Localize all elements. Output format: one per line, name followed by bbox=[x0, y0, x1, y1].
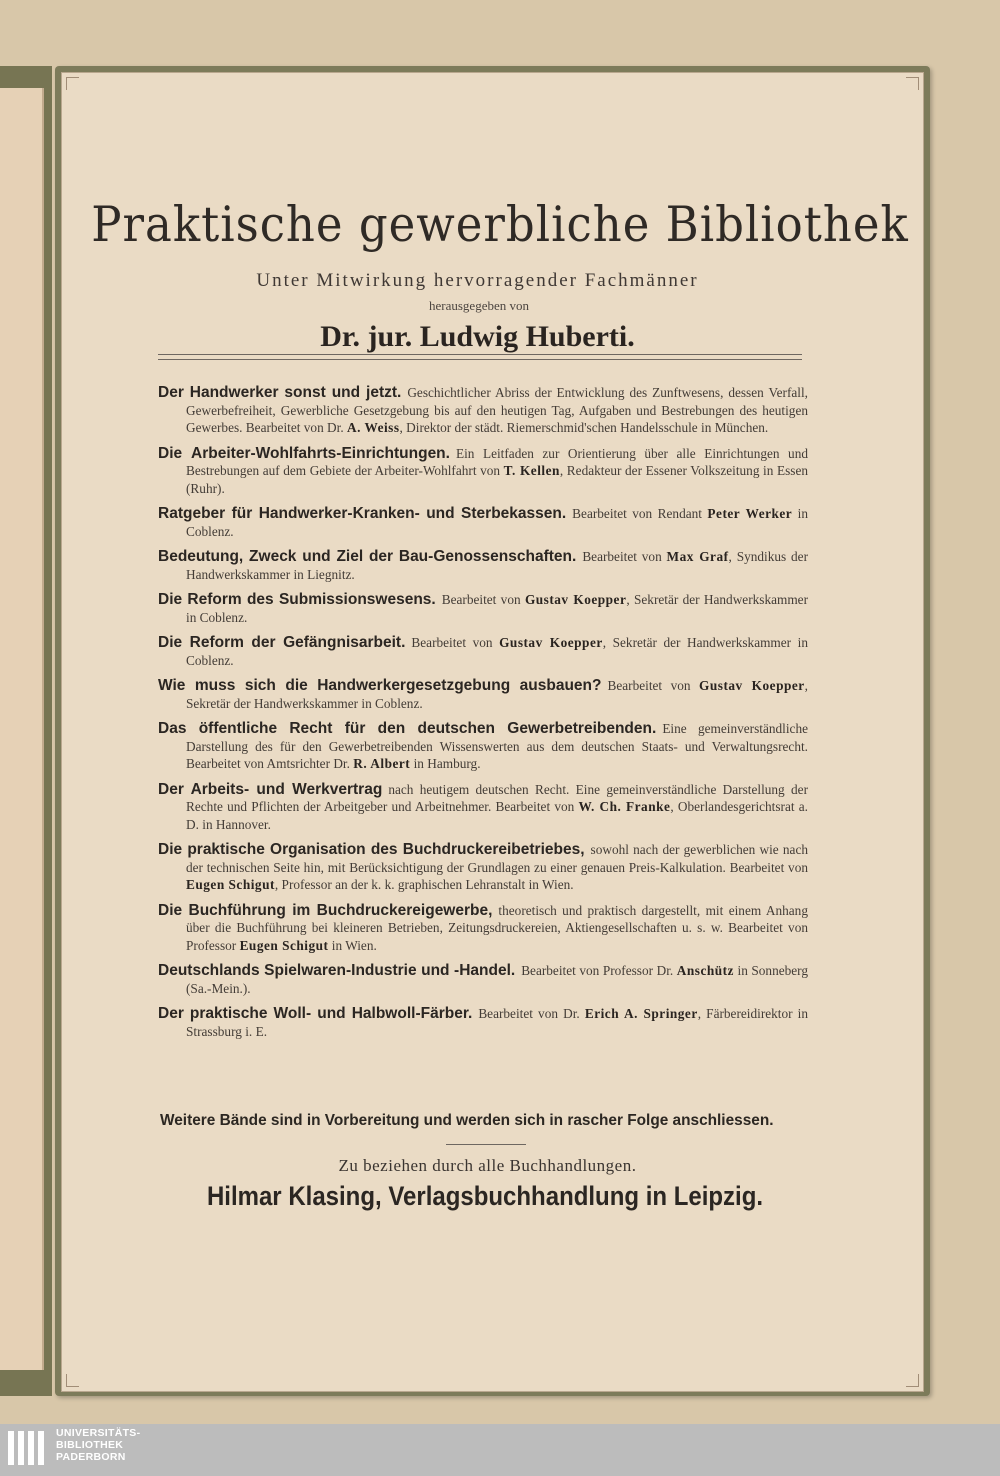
book-author: Gustav Koepper bbox=[699, 678, 805, 693]
author-affiliation: in Wien. bbox=[331, 937, 377, 953]
short-divider bbox=[446, 1144, 526, 1145]
book-author: W. Ch. Franke bbox=[578, 799, 671, 814]
list-item bbox=[158, 841, 808, 894]
author-affiliation: in Sonneberg (Sa.-Mein.). bbox=[186, 963, 809, 996]
book-title: Bedeutung, Zweck und Ziel der Bau-Genossenschaften. bbox=[158, 548, 577, 565]
library-footer-bar bbox=[0, 1424, 1000, 1476]
book-author: Erich A. Springer bbox=[584, 1006, 698, 1021]
book-author: Peter Werker bbox=[707, 506, 793, 521]
book-author: Anschütz bbox=[676, 963, 734, 978]
book-description: Eine gemeinverständliche Darstellung des für den Gewerbetreibenden Wissenswerten aus dem deutschen Staats- und Verwaltungsrecht. Bearbeitet von Amtsrichter Dr. bbox=[186, 721, 809, 771]
book-title: Die Reform der Gefängnisarbeit. bbox=[158, 634, 406, 651]
book-description: Geschichtlicher Abriss der Entwicklung des Zunftwesens, dessen Verfall, Gewerbefreiheit, Gewerbliche Gesetzgebung bis auf den heutigen Tag, Aufgaben und Bestrebungen des heutigen Gewerbes. Bearbeitet von Dr. bbox=[186, 385, 808, 435]
list-item bbox=[158, 902, 808, 955]
series-title: Praktische gewerbliche Bibliothek bbox=[91, 195, 909, 254]
book-author: Max Graf bbox=[666, 549, 729, 564]
list-item bbox=[158, 634, 808, 669]
author-affiliation: , Direktor der städt. Riemerschmid'schen Handelsschule in München. bbox=[399, 420, 769, 435]
list-item bbox=[158, 1005, 808, 1040]
series-subtitle: Unter Mitwirkung hervorragender Fachmänner bbox=[256, 270, 699, 291]
book-author: A. Weiss bbox=[347, 420, 400, 435]
logo-line: PADERBORN bbox=[56, 1451, 126, 1463]
book-author: Eugen Schigut bbox=[239, 937, 329, 953]
book-title: Die praktische Organisation des Buchdruckereibetriebes, bbox=[158, 841, 585, 858]
book-description: Bearbeitet von Dr. bbox=[478, 1006, 580, 1021]
book-title: Die Buchführung im Buchdruckereigewerbe, bbox=[158, 901, 493, 919]
book-description: Bearbeitet von bbox=[582, 549, 662, 564]
list-item bbox=[158, 781, 808, 834]
list-item bbox=[158, 591, 808, 626]
author-affiliation: , Redakteur der Essener Volkszeitung in Essen (Ruhr). bbox=[186, 463, 809, 496]
author-affiliation: , Syndikus der Handwerkskammer in Liegnitz. bbox=[186, 549, 808, 582]
author-affiliation: , Oberlandesgerichtsrat a. D. in Hannover. bbox=[186, 799, 808, 832]
list-item bbox=[158, 962, 808, 997]
book-author: Eugen Schigut bbox=[186, 877, 275, 892]
book-title: Ratgeber für Handwerker-Kranken- und Sterbekassen. bbox=[158, 505, 567, 522]
book-title: Der Arbeits- und Werkvertrag bbox=[158, 780, 383, 798]
book-description: theoretisch und praktisch dargestellt, mit einem Anhang über die Buchführung bei kleineren Betrieben, Zeitungsdruckereien, Aktiengesellschaften u. s. w. Bearbeitet von Professor bbox=[186, 902, 808, 953]
book-description: Bearbeitet von bbox=[441, 592, 521, 607]
page-corner bbox=[906, 1374, 919, 1387]
author-affiliation: , Sekretär der Handwerkskammer in Coblenz. bbox=[186, 678, 808, 711]
book-description: Bearbeitet von Rendant bbox=[572, 506, 702, 521]
author-affiliation: , Sekretär der Handwerkskammer in Coblenz. bbox=[186, 635, 808, 668]
book-description: Ein Leitfaden zur Orientierung über alle Einrichtungen und Bestrebungen auf dem Gebiete der Arbeiter-Wohlfahrt von bbox=[186, 445, 809, 478]
list-item bbox=[158, 445, 808, 498]
list-item bbox=[158, 384, 808, 437]
book-list bbox=[158, 384, 808, 1048]
distribution-note: Zu beziehen durch alle Buchhandlungen. bbox=[338, 1156, 637, 1175]
author-affiliation: in Coblenz. bbox=[186, 506, 809, 539]
library-logo-icon bbox=[6, 1427, 50, 1473]
book-description: Bearbeitet von Professor Dr. bbox=[521, 963, 674, 978]
logo-line: UNIVERSITÄTS- bbox=[56, 1427, 141, 1439]
book-title: Das öffentliche Recht für den deutschen Gewerbetreibenden. bbox=[158, 720, 657, 737]
book-title: Die Reform des Submissionswesens. bbox=[158, 591, 436, 608]
book-title: Wie muss sich die Handwerkergesetzgebung ausbauen? bbox=[158, 677, 602, 694]
book-title: Der praktische Woll- und Halbwoll-Färber. bbox=[158, 1005, 473, 1022]
book-description: nach heutigem deutschen Recht. Eine gemeinverständliche Darstellung der Rechte und Pflichten der Arbeitgeber und Arbeitnehmer. Bearbeitet von bbox=[186, 781, 808, 814]
list-item bbox=[158, 505, 808, 540]
book-author: Gustav Koepper bbox=[524, 592, 627, 607]
list-item bbox=[158, 720, 808, 773]
editor-name: Dr. jur. Ludwig Huberti. bbox=[320, 320, 635, 353]
book-title: Die Arbeiter-Wohlfahrts-Einrichtungen. bbox=[158, 444, 450, 462]
author-affiliation: , Professor an der k. k. graphischen Lehranstalt in Wien. bbox=[274, 877, 574, 892]
page-corner bbox=[66, 1374, 79, 1387]
logo-line: BIBLIOTHEK bbox=[56, 1439, 124, 1451]
book-author: Gustav Koepper bbox=[499, 635, 603, 650]
author-affiliation: , Sekretär der Handwerkskammer in Coblenz. bbox=[186, 592, 809, 625]
author-affiliation: in Hamburg. bbox=[413, 756, 481, 771]
double-rule-divider bbox=[158, 354, 802, 360]
list-item bbox=[158, 677, 808, 712]
book-description: Bearbeitet von bbox=[411, 635, 493, 650]
closing-note: Weitere Bände sind in Vorbereitung und werden sich in rascher Folge anschliessen. bbox=[160, 1112, 774, 1129]
page-corner bbox=[66, 77, 79, 90]
author-affiliation: , Färbereidirektor in Strassburg i. E. bbox=[186, 1006, 809, 1039]
publisher-line: Hilmar Klasing, Verlagsbuchhandlung in Leipzig. bbox=[206, 1181, 764, 1212]
book-author: R. Albert bbox=[353, 756, 411, 771]
book-author: T. Kellen bbox=[503, 463, 560, 478]
book-description: sowohl nach der gewerblichen wie nach der technischen Seite hin, mit Berücksichtigung der Grundlagen zu einer genauen Preis-Kalkulation. Bearbeitet von bbox=[186, 842, 808, 875]
book-description: Bearbeitet von bbox=[607, 678, 691, 693]
book-title: Der Handwerker sonst und jetzt. bbox=[158, 384, 402, 401]
list-item bbox=[158, 548, 808, 583]
library-logo-text bbox=[56, 1427, 140, 1463]
edited-by-label: herausgegeben von bbox=[429, 298, 529, 313]
book-title: Deutschlands Spielwaren-Industrie und -Handel. bbox=[158, 962, 516, 979]
page-corner bbox=[906, 77, 919, 90]
